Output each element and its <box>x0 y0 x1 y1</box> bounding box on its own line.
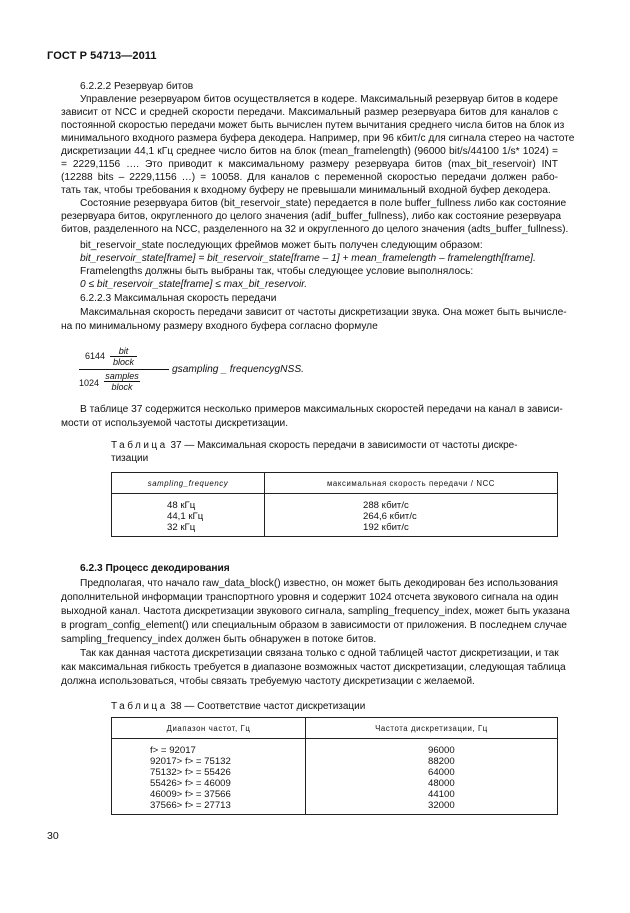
table-row: 75132> f> = 55426 64000 <box>112 767 558 778</box>
table38 <box>111 717 558 815</box>
fraction-bar <box>79 369 169 370</box>
section-heading-6222: 6.2.2.2 Резервуар битов <box>80 81 194 92</box>
table38-caption: Таблица 38 — Соответствие частот дискретизации <box>111 701 366 712</box>
paragraph-framelengths: Framelengths должны быть выбраны так, чтобы следующее условие выполнялось: <box>80 266 474 277</box>
table37-header-max-rate: максимальная скорость передачи / NCC <box>265 473 558 494</box>
section-heading-6223: 6.2.2.3 Максимальная скорость передачи <box>80 293 277 304</box>
table-row: 55426> f> = 46009 48000 <box>112 778 558 789</box>
formula-condition: 0 ≤ bit_reservoir_state[frame] ≤ max_bit_reservoir. <box>80 279 308 290</box>
table-row: 48 кГц 288 кбит/с <box>112 500 558 511</box>
table-row: 46009> f> = 37566 44100 <box>112 789 558 800</box>
table-row: 92017> f> = 75132 88200 <box>112 756 558 767</box>
document-header: ГОСТ Р 54713—2011 <box>47 50 157 62</box>
table37-header-sampling: sampling_frequency <box>112 473 265 494</box>
section-heading-623: 6.2.3 Процесс декодирования <box>80 563 230 574</box>
table-row: 37566> f> = 27713 32000 <box>112 800 558 815</box>
page-number: 30 <box>47 830 59 842</box>
table-row: 32 кГц 192 кбит/с <box>112 522 558 537</box>
paragraph-subsequent-frames: bit_reservoir_state последующих фреймов может быть получен следующим образом: <box>80 240 483 251</box>
table37-caption-cont: тизации <box>111 453 149 464</box>
table38-header-range: Диапазон частот, Гц <box>112 718 306 739</box>
table37-caption: Таблица 37 — Максимальная скорость передачи в зависимости от частоты дискре- <box>111 440 518 451</box>
table-row: 44,1 кГц 264,6 кбит/с <box>112 511 558 522</box>
table37 <box>111 472 558 537</box>
table38-header-sampling-rate: Частота дискретизации, Гц <box>306 718 558 739</box>
formula-bit-reservoir-update: bit_reservoir_state[frame] = bit_reservoir_state[frame – 1] + mean_framelength – framelength[frame]. <box>80 253 536 264</box>
table-row: f> = 92017 96000 <box>112 745 558 756</box>
